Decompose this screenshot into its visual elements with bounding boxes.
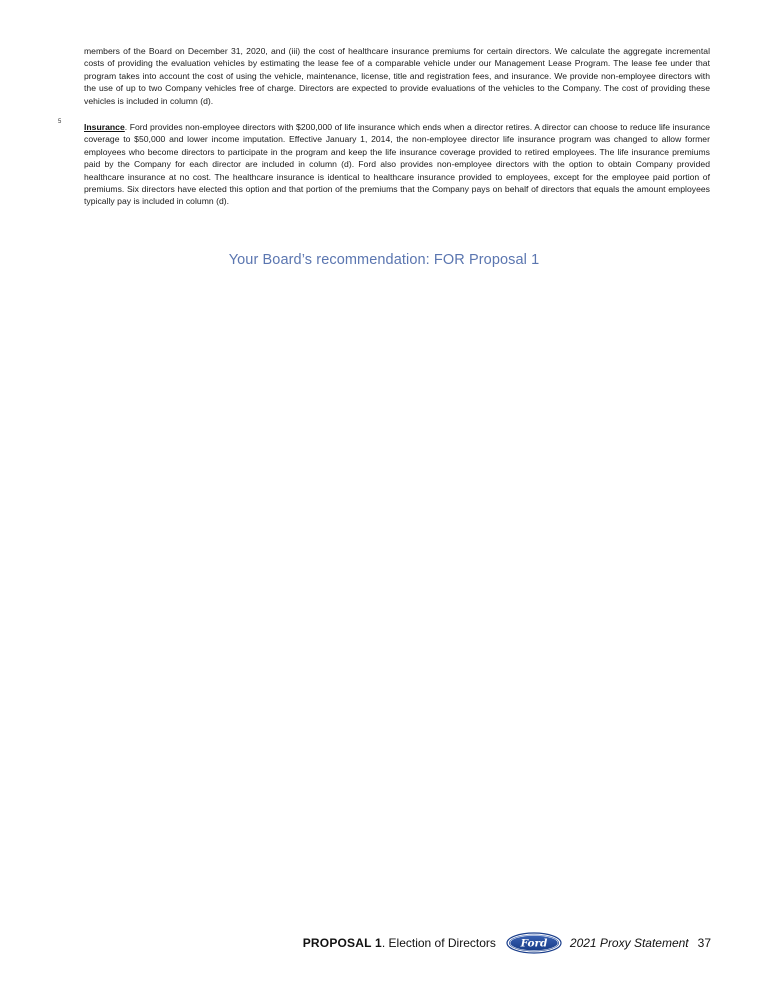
logo-wordmark: Ford <box>520 937 548 950</box>
insurance-footnote <box>84 121 710 208</box>
footnote-marker: 5 <box>58 119 62 125</box>
page-footer <box>303 931 711 955</box>
board-recommendation: Your Board’s recommendation: FOR Proposal 1 <box>228 252 540 268</box>
insurance-body: . Ford provides non-employee directors with $200,000 of life insurance which ends when a director retires. A director can choose to reduce life insurance coverage to $50,000 and lower income imputation. Effective January 1, 2014, the non-employee director life insurance program was changed to allow former employees who become directors to participate in the program and keep the life insurance coverage provided to retired employees. The life insurance premiums paid by the Company for each director are included in column (d). Ford also provides non-employee directors with the option to obtain Company provided healthcare insurance at no cost. The healthcare insurance is identical to healthcare insurance provided to employees, except for the employee paid portion of premiums. Six directors have elected this option and that portion of the premiums that the Company pays on behalf of directors that equals the amount employees typically pay is included in column (d). <box>84 122 710 207</box>
footer-proposal-title: . Election of Directors <box>381 936 496 950</box>
footer-document-title: 2021 Proxy Statement <box>569 936 689 950</box>
footer-proposal-label: PROPOSAL 1 <box>302 936 382 950</box>
page-number: 37 <box>697 936 711 950</box>
continuation-paragraph: members of the Board on December 31, 2020, and (iii) the cost of healthcare insurance premiums for certain directors. We calculate the aggregate incremental costs of providing the evaluation vehicles by estimating the lease fee of a comparable vehicle under our Management Lease Program. The lease fee under that program takes into account the cost of using the vehicle, maintenance, license, title and registration fees, and insurance. We provide non-employee directors with the use of up to two Company vehicles free of charge. Directors are expected to provide evaluations of the vehicles to the Company. The cost of providing these vehicles is included in column (d). <box>84 46 710 106</box>
insurance-heading: Insurance <box>84 122 125 132</box>
ford-logo-icon <box>506 932 562 954</box>
